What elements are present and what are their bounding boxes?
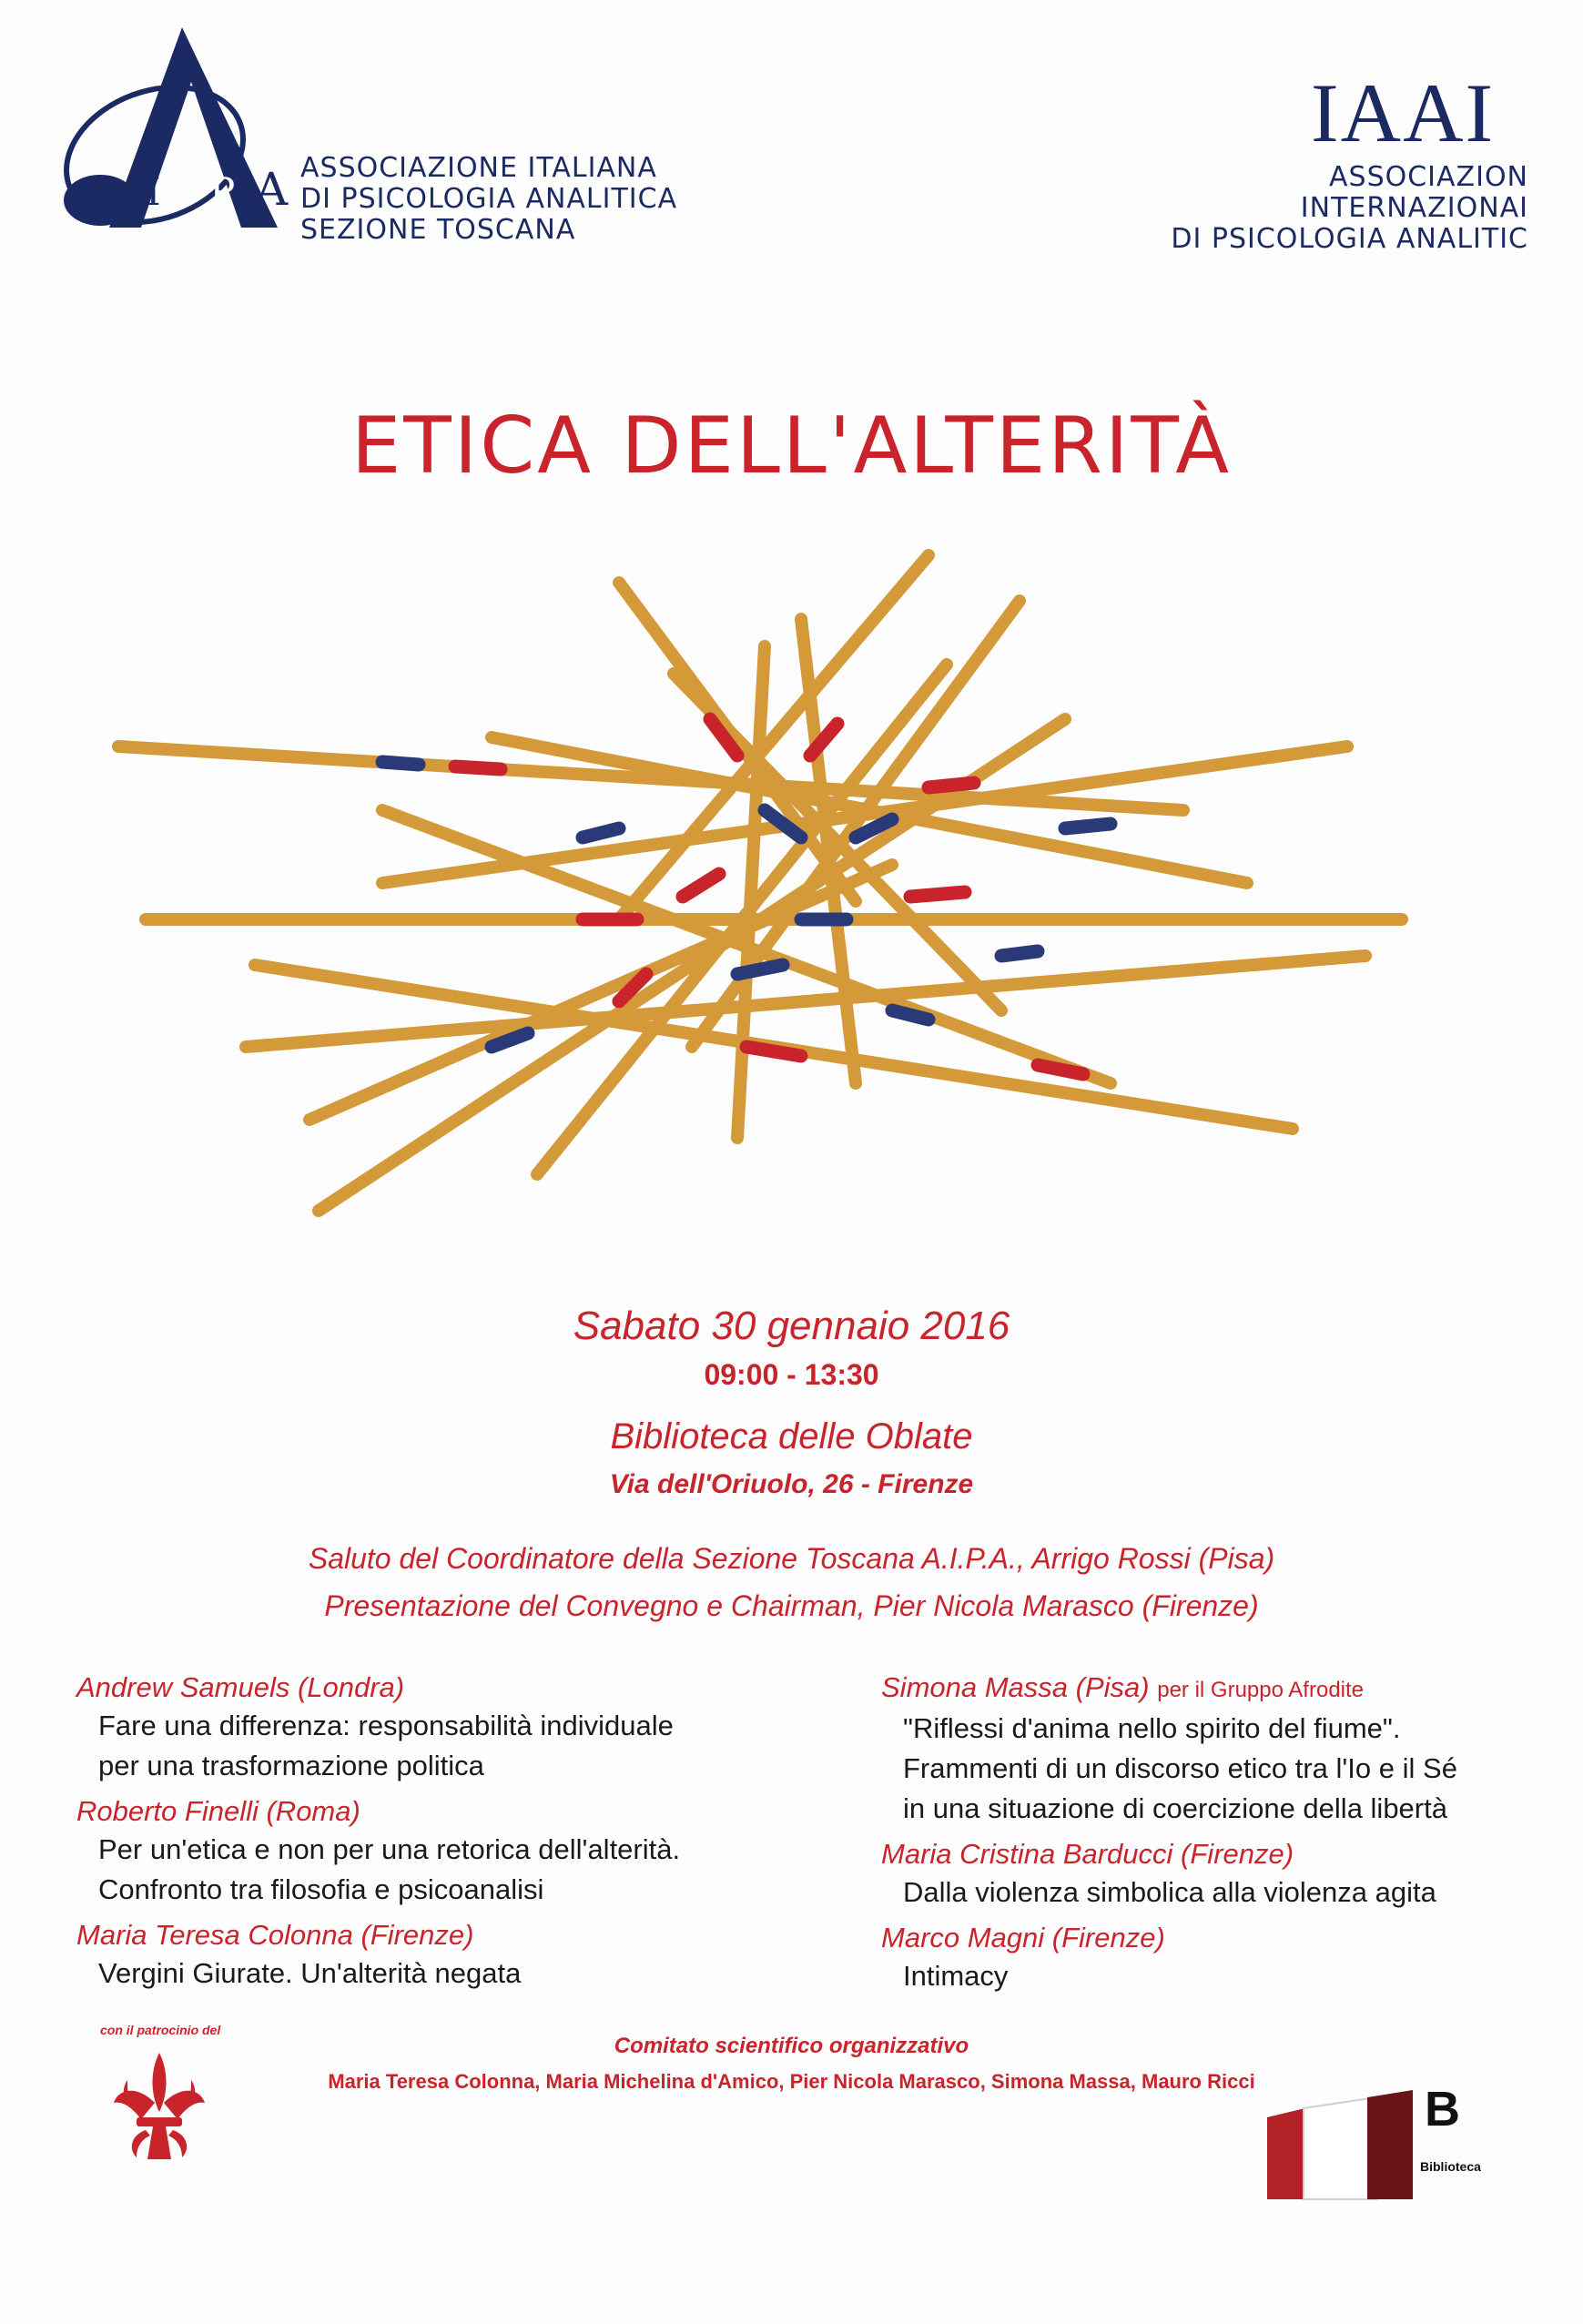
biblioteca-label: Biblioteca [1420, 2159, 1481, 2174]
talk-title-line: in una situazione di coercizione della libertà [903, 1792, 1447, 1824]
iaap-line-1: ASSOCIAZION [1329, 161, 1528, 193]
speaker-name: Maria Cristina Barducci (Firenze) [881, 1838, 1294, 1870]
aipa-letter-a-first: A [64, 217, 65, 218]
talk-title-line: Frammenti di un discorso etico tra l'Io e il Sé [903, 1752, 1457, 1784]
iaap-logo: IAAI [1311, 66, 1496, 159]
talk-title-line: per una trasformazione politica [98, 1750, 484, 1781]
florence-lily-icon [100, 2048, 218, 2167]
aipa-letter-p: P [209, 169, 236, 214]
biblioteca-logo [1258, 2081, 1531, 2208]
speaker-affiliation: per il Gruppo Afrodite [1157, 1678, 1365, 1702]
event-date: Sabato 30 gennaio 2016 [573, 1304, 1010, 1348]
event-time: 09:00 - 13:30 [704, 1358, 879, 1391]
committee-heading: Comitato scientifico organizzativo [614, 2034, 969, 2058]
talk-title-line: Fare una differenza: responsabilità individuale [98, 1710, 674, 1741]
talk-title-line: Vergini Giurate. Un'alterità negata [98, 1957, 522, 1989]
aipa-name [300, 153, 677, 246]
iaap-line-3: DI PSICOLOGIA ANALITIC [1171, 223, 1528, 255]
program-left-column [76, 1662, 768, 1994]
program-right-column [881, 1662, 1573, 1996]
aipa-letter-i: I [146, 169, 161, 214]
speaker-name: Andrew Samuels (Londra) [76, 1671, 405, 1703]
aipa-line-2: DI PSICOLOGIA ANALITICA [300, 183, 678, 215]
aipa-logo [46, 18, 319, 237]
event-address: Via dell'Oriuolo, 26 - Firenze [609, 1469, 974, 1499]
talk-title-line: Per un'etica e non per una retorica dell'alterità. [98, 1833, 681, 1865]
event-venue: Biblioteca delle Oblate [610, 1416, 973, 1456]
talk-title-line: Dalla violenza simbolica alla violenza agita [903, 1876, 1436, 1908]
talk-title-line: Intimacy [903, 1960, 1009, 1992]
iaap-line-2: INTERNAZIONAI [1300, 192, 1528, 224]
aipa-line-3: SEZIONE TOSCANA [300, 214, 576, 246]
speaker-name: Marco Magni (Firenze) [881, 1922, 1165, 1954]
mikado-sticks-illustration [109, 537, 1475, 1265]
speaker-name: Maria Teresa Colonna (Firenze) [76, 1919, 474, 1951]
poster-title: ETICA DELL'ALTERITÀ [350, 401, 1233, 492]
intro-presentation: Presentazione del Convegno e Chairman, Pier Nicola Marasco (Firenze) [324, 1589, 1259, 1622]
talk-title-line: "Riflessi d'anima nello spirito del fiume". [903, 1712, 1401, 1744]
speaker-entry [881, 1669, 1573, 1709]
aipa-line-1: ASSOCIAZIONE ITALIANA [300, 152, 657, 184]
talk-title-line: Confronto tra filosofia e psicoanalisi [98, 1873, 544, 1905]
biblioteca-letter: B [1425, 2082, 1460, 2136]
patronage-label: con il patrocinio del [100, 2023, 221, 2037]
aipa-letter-a: A [255, 163, 289, 216]
speaker-name: Simona Massa (Pisa) [881, 1671, 1150, 1703]
intro-greeting: Saluto del Coordinatore della Sezione Toscana A.I.P.A., Arrigo Rossi (Pisa) [308, 1542, 1275, 1575]
committee-members: Maria Teresa Colonna, Maria Michelina d'Amico, Pier Nicola Marasco, Simona Massa, Mauro Ricci [328, 2070, 1255, 2093]
speaker-name: Roberto Finelli (Roma) [76, 1795, 360, 1827]
iaap-name [1171, 162, 1528, 255]
